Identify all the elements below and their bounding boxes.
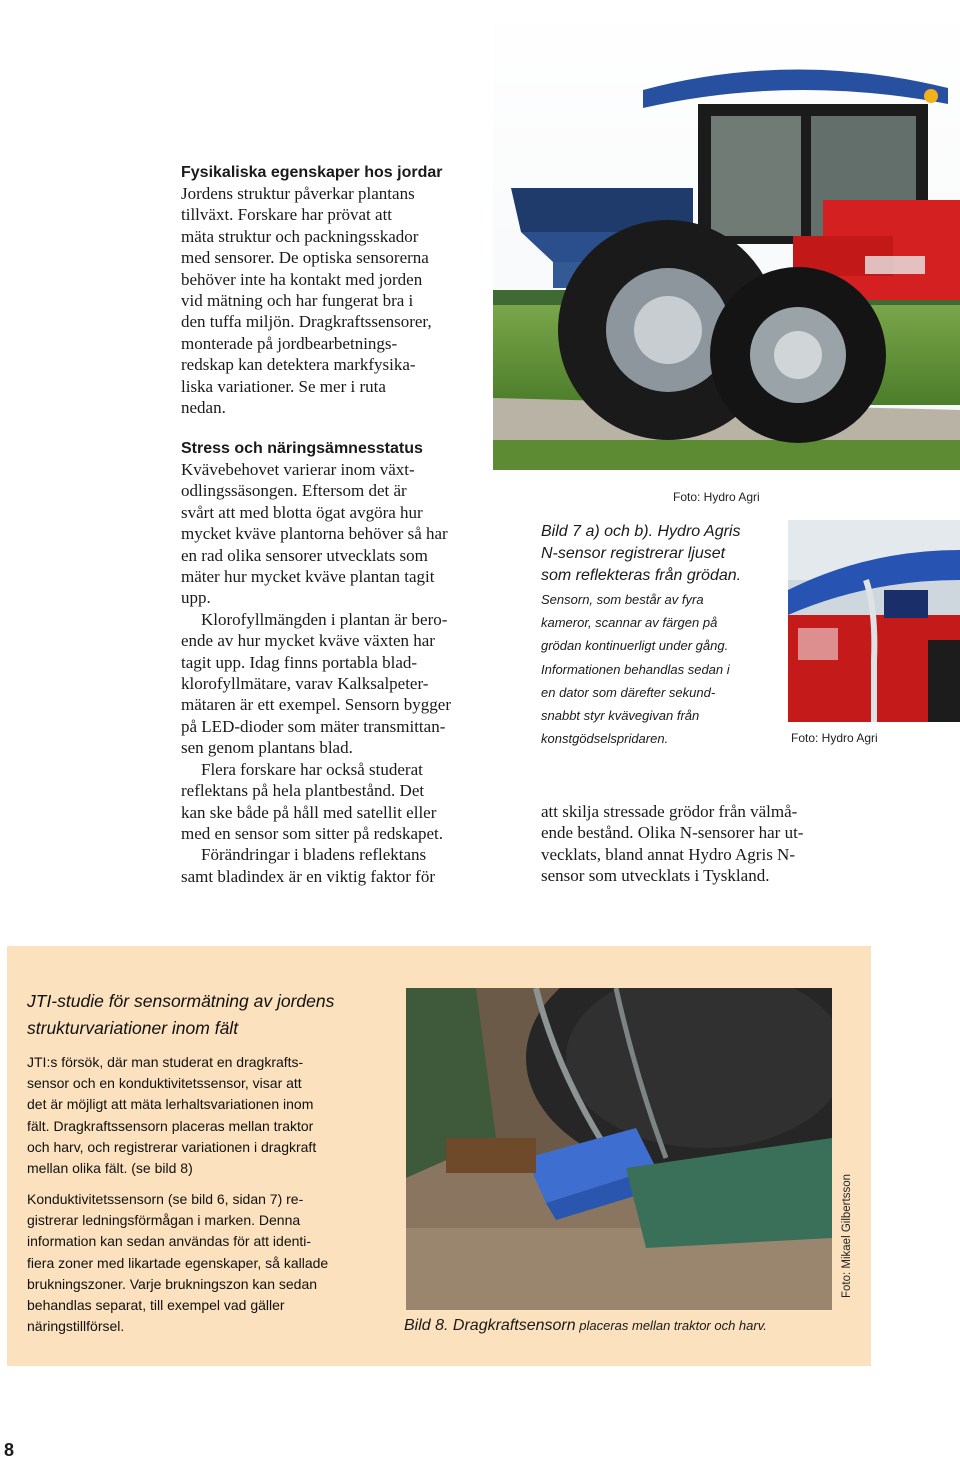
text-line: på LED-dioder som mäter transmittan-: [181, 716, 446, 736]
caption-body-line: Informationen behandlas sedan i: [541, 661, 730, 677]
box-text-line: fält. Dragkraftssensorn placeras mellan traktor: [27, 1117, 314, 1134]
text-line: Förändringar i bladens reflektans: [201, 845, 427, 865]
text-line: Flera forskare har också studerat: [201, 759, 423, 779]
box-text-line: det är möjligt att mäta lerhaltsvariationen inom: [27, 1096, 314, 1113]
text-line: den tuffa miljön. Dragkraftssensorer,: [181, 312, 432, 332]
text-line: vecklats, bland annat Hydro Agris N-: [541, 844, 795, 864]
info-box-title: [27, 988, 397, 1042]
caption-title-line: Bild 7 a) och b). Hydro Agris: [541, 523, 741, 540]
text-line: odlingssäsongen. Eftersom det är: [181, 481, 407, 501]
caption-title-line: N-sensor registrerar ljuset: [541, 545, 726, 562]
text-line: vid mätning och har fungerat bra i: [181, 291, 414, 311]
caption-title-line: som reflekteras från grödan.: [541, 567, 742, 584]
text-line: sensor som utvecklats i Tyskland.: [541, 866, 770, 886]
caption-body-line: konstgödselspridaren.: [541, 731, 669, 747]
text-line: samt bladindex är en viktig faktor för: [181, 866, 435, 886]
text-line: monterade på jordbearbetnings-: [181, 333, 398, 353]
photo-credit: Foto: Mikael Gilbertsson: [841, 1174, 853, 1298]
section-physical-properties: [181, 162, 501, 418]
box-text-line: brukningszoner. Varje brukningszon kan sedan: [27, 1275, 318, 1292]
tractor-illustration: [493, 0, 960, 470]
text-line: upp.: [181, 588, 211, 608]
right-column-text: [541, 801, 871, 887]
text-line: att skilja stressade grödor från välmå-: [541, 802, 798, 821]
sensor-photo: [788, 520, 960, 722]
page-number: 8: [4, 1440, 15, 1460]
text-line: redskap kan detektera markfysika-: [181, 355, 416, 375]
text-line: ende bestånd. Olika N-sensorer har ut-: [541, 823, 804, 843]
draft-sensor-illustration: [406, 988, 832, 1310]
box-text-line: information kan sedan användas för att identi-: [27, 1233, 312, 1250]
text-line: med en sensor som sitter på redskapet.: [181, 823, 444, 843]
text-line: kan ske både på håll med satellit eller: [181, 802, 437, 822]
section-body: [181, 183, 501, 418]
photo-credit: Foto: Hydro Agri: [791, 731, 878, 745]
text-line: Jordens struktur påverkar plantans: [181, 184, 415, 203]
text-line: tillväxt. Forskare har prövat att: [181, 205, 393, 225]
caption-rest-part: placeras mellan traktor och harv.: [575, 1318, 767, 1333]
info-box-paragraph-1: [27, 1052, 397, 1179]
info-box-paragraph-2: [27, 1189, 397, 1337]
text-line: sen genom plantans blad.: [181, 738, 353, 758]
draft-sensor-photo: [406, 988, 832, 1310]
section-heading: Fysikaliska egenskaper hos jordar: [181, 164, 443, 181]
text-line: Kvävebehovet varierar inom växt-: [181, 460, 415, 479]
text-line: Klorofyllmängden i plantan är bero-: [201, 609, 448, 629]
figure-caption-bild7: [541, 521, 781, 750]
caption-body-line: en dator som därefter sekund-: [541, 684, 716, 700]
text-line: en rad olika sensorer utvecklats som: [181, 545, 428, 565]
text-line: mycket kväve plantorna behöver så har: [181, 524, 448, 544]
text-line: reflektans på hela plantbestånd. Det: [181, 781, 425, 801]
box-title-line: JTI-studie för sensormätning av jordens: [27, 991, 335, 1011]
box-text-line: sensor och en konduktivitetssensor, visar att: [27, 1075, 302, 1092]
text-line: svårt att med blotta ögat avgöra hur: [181, 502, 423, 522]
sensor-illustration: [788, 520, 960, 722]
text-line: ende av hur mycket kväve växten har: [181, 631, 435, 651]
caption-body-line: kameror, scannar av färgen på: [541, 615, 718, 631]
section-stress-nutrients: [181, 438, 511, 887]
box-text-line: och harv, och registrerar variationen i dragkraft: [27, 1138, 317, 1155]
box-text-line: Konduktivitetssensorn (se bild 6, sidan 7) re-: [27, 1191, 304, 1207]
caption-body-line: grödan kontinuerligt under gång.: [541, 638, 729, 654]
box-text-line: mellan olika fält. (se bild 8): [27, 1160, 193, 1177]
photo-credit: Foto: Hydro Agri: [673, 490, 760, 504]
section-heading: Stress och näringsämnesstatus: [181, 440, 423, 457]
text-line: mäta struktur och packningsskador: [181, 226, 419, 246]
text-line: klorofyllmätare, varav Kalksalpeter-: [181, 674, 429, 694]
text-line: mäter hur mycket kväve plantan tagit: [181, 567, 435, 587]
text-line: med sensorer. De optiska sensorerna: [181, 248, 429, 268]
box-text-line: näringstillförsel.: [27, 1318, 125, 1335]
caption-body-line: Sensorn, som består av fyra: [541, 592, 704, 607]
text-line: liska variationer. Se mer i ruta: [181, 376, 386, 396]
text-line: nedan.: [181, 398, 226, 418]
text-line: behöver inte ha kontakt med jorden: [181, 269, 423, 289]
photo-credit-vertical: [838, 1168, 856, 1304]
section-body: [181, 459, 511, 887]
text-line: tagit upp. Idag finns portabla blad-: [181, 652, 418, 672]
box-text-line: gistrerar ledningsförmågan i marken. Denna: [27, 1212, 301, 1229]
figure-caption-bild8: [404, 1317, 767, 1335]
box-text-line: behandlas separat, till exempel vad gäller: [27, 1297, 285, 1314]
caption-bold-part: Bild 8. Dragkraftsensorn: [404, 1317, 576, 1334]
box-text-line: fiera zoner med likartade egenskaper, så kallade: [27, 1254, 329, 1271]
box-text-line: JTI:s försök, där man studerat en dragkrafts-: [27, 1054, 304, 1070]
caption-body-line: snabbt styr kvävegivan från: [541, 708, 700, 724]
text-line: mätaren är ett exempel. Sensorn bygger: [181, 695, 452, 715]
box-title-line: strukturvariationer inom fält: [27, 1018, 239, 1038]
tractor-photo: [493, 0, 960, 470]
